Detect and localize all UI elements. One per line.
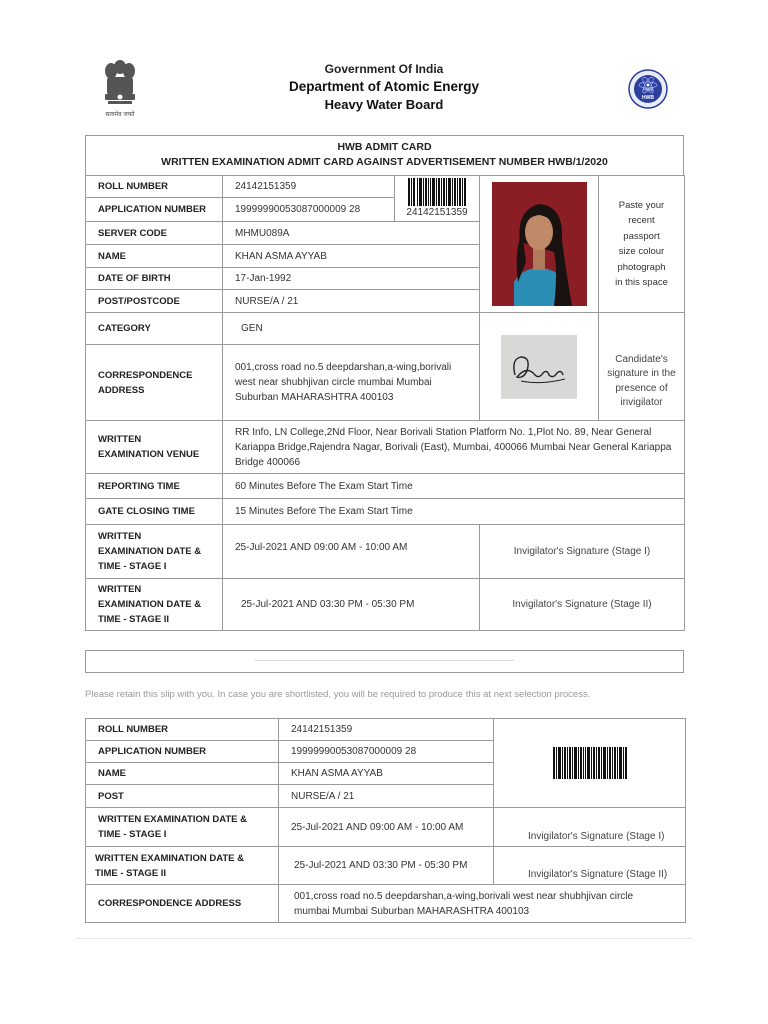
category-label: CATEGORY bbox=[86, 313, 223, 345]
hwb-logo-text: HWB bbox=[642, 95, 654, 101]
venue-value: RR Info, LN College,2Nd Floor, Near Borivali Station Platform No. 1,Plot No. 89, Near General Kariappa Bridge,Rajendra Nagar, Borivali (East), Mumbai, 400066 Mumbai Near General Kariappa Bridge 400066 bbox=[223, 421, 685, 474]
venue-label: WRITTEN EXAMINATION VENUE bbox=[86, 421, 223, 474]
retain-note: Please retain this slip with you. In case you are shortlisted, you will be required to produce this at next selection process. bbox=[85, 689, 591, 700]
header-board: Heavy Water Board bbox=[324, 97, 444, 112]
slip-table bbox=[85, 718, 686, 923]
hwb-logo-hindi: भाजबो bbox=[642, 87, 654, 92]
admit-card-title-box bbox=[85, 135, 684, 176]
slip-address-label: CORRESPONDENCE ADDRESS bbox=[86, 885, 279, 923]
post-label: POST/POSTCODE bbox=[86, 290, 223, 313]
photo-note-1: Paste your bbox=[618, 199, 665, 211]
slip-stage1-value: 25-Jul-2021 AND 09:00 AM - 10:00 AM bbox=[279, 808, 494, 847]
name-value: KHAN ASMA AYYAB bbox=[223, 245, 480, 268]
slip-stage2-value: 25-Jul-2021 AND 03:30 PM - 05:30 PM bbox=[279, 847, 494, 885]
signature-cell bbox=[480, 313, 599, 421]
reporting-time-value: 60 Minutes Before The Exam Start Time bbox=[223, 474, 685, 499]
slip-post-value: NURSE/A / 21 bbox=[279, 785, 494, 808]
photo-note-6: in this space bbox=[615, 277, 668, 288]
dob-value: 17-Jan-1992 bbox=[223, 268, 480, 290]
bottom-divider bbox=[75, 938, 693, 939]
header-government: Government Of India bbox=[324, 62, 444, 76]
sign-note-4: invigilator bbox=[620, 397, 663, 408]
sign-note-2: signature in the bbox=[607, 368, 676, 379]
roll-number-label: ROLL NUMBER bbox=[86, 176, 223, 198]
stage2-value: 25-Jul-2021 AND 03:30 PM - 05:30 PM bbox=[223, 579, 480, 631]
candidate-signature bbox=[501, 335, 577, 399]
slip-app-value: 19999990053087000009 28 bbox=[279, 741, 494, 763]
stage2-invigilator-signature: Invigilator's Signature (Stage II) bbox=[480, 579, 685, 631]
photo-note-5: photograph bbox=[617, 261, 666, 273]
slip-stage1-label: WRITTEN EXAMINATION DATE & TIME - STAGE I bbox=[86, 808, 279, 847]
hwb-logo bbox=[628, 69, 668, 109]
slip-stage2-label: WRITTEN EXAMINATION DATE & TIME - STAGE II bbox=[86, 847, 279, 885]
roll-number-value: 24142151359 bbox=[223, 176, 395, 198]
barcode-cell bbox=[395, 176, 480, 222]
photo-note-4: size colour bbox=[618, 246, 665, 257]
dob-label: DATE OF BIRTH bbox=[86, 268, 223, 290]
name-label: NAME bbox=[86, 245, 223, 268]
post-value: NURSE/A / 21 bbox=[223, 290, 480, 313]
address-label: CORRESPONDENCE ADDRESS bbox=[86, 345, 223, 421]
sign-note-1: Candidate's bbox=[615, 353, 668, 365]
slip-roll-label: ROLL NUMBER bbox=[86, 719, 279, 741]
slip-stage1-signature: Invigilator's Signature (Stage I) bbox=[494, 808, 686, 847]
cut-line-box bbox=[85, 650, 684, 673]
application-number-label: APPLICATION NUMBER bbox=[86, 198, 223, 222]
slip-barcode-cell bbox=[494, 719, 686, 808]
slip-stage2-signature: Invigilator's Signature (Stage II) bbox=[494, 847, 686, 885]
slip-address-value: 001,cross road no.5 deepdarshan,a-wing,borivali west near shubhjivan circle mumbai Mumbai Suburban MAHARASHTRA 400103 bbox=[279, 885, 686, 923]
application-number-value: 19999990053087000009 28 bbox=[223, 198, 395, 222]
server-code-value: MHMU089A bbox=[223, 222, 480, 245]
admit-card-title: HWB ADMIT CARD bbox=[337, 141, 432, 153]
header-department: Department of Atomic Energy bbox=[288, 79, 480, 94]
slip-name-value: KHAN ASMA AYYAB bbox=[279, 763, 494, 785]
slip-name-label: NAME bbox=[86, 763, 279, 785]
emblem-motto: सत्यमेव जयते bbox=[105, 112, 135, 118]
barcode-text: 24142151359 bbox=[406, 207, 468, 218]
photo-note-2: recent bbox=[628, 215, 655, 226]
server-code-label: SERVER CODE bbox=[86, 222, 223, 245]
photo-note-3: passport bbox=[623, 230, 660, 242]
stage2-label: WRITTEN EXAMINATION DATE & TIME - STAGE II bbox=[86, 579, 223, 631]
category-value: GEN bbox=[223, 313, 480, 345]
photo-note-cell bbox=[599, 176, 685, 313]
stage1-label: WRITTEN EXAMINATION DATE & TIME - STAGE I bbox=[86, 525, 223, 579]
reporting-time-label: REPORTING TIME bbox=[86, 474, 223, 499]
gate-closing-label: GATE CLOSING TIME bbox=[86, 499, 223, 525]
address-value: 001,cross road no.5 deepdarshan,a-wing,borivali west near shubhjivan circle mumbai Mumbai Suburban MAHARASHTRA 400103 bbox=[223, 345, 480, 421]
slip-app-label: APPLICATION NUMBER bbox=[86, 741, 279, 763]
slip-barcode-icon bbox=[553, 747, 627, 779]
slip-roll-value: 24142151359 bbox=[279, 719, 494, 741]
admit-card-table bbox=[85, 175, 685, 631]
admit-card-subtitle: WRITTEN EXAMINATION ADMIT CARD AGAINST ADVERTISEMENT NUMBER HWB/1/2020 bbox=[161, 156, 608, 168]
candidate-photo bbox=[492, 182, 587, 306]
slip-post-label: POST bbox=[86, 785, 279, 808]
photo-cell bbox=[480, 176, 599, 313]
cut-line: ------------------------------------------------------------------------------------------------------------------------------------------------------------ bbox=[254, 658, 515, 664]
signature-note-cell bbox=[599, 313, 685, 421]
sign-note-3: presence of bbox=[615, 382, 668, 394]
stage1-invigilator-signature: Invigilator's Signature (Stage I) bbox=[480, 525, 685, 579]
gate-closing-value: 15 Minutes Before The Exam Start Time bbox=[223, 499, 685, 525]
stage1-value: 25-Jul-2021 AND 09:00 AM - 10:00 AM bbox=[223, 525, 480, 579]
barcode-icon bbox=[408, 178, 466, 206]
